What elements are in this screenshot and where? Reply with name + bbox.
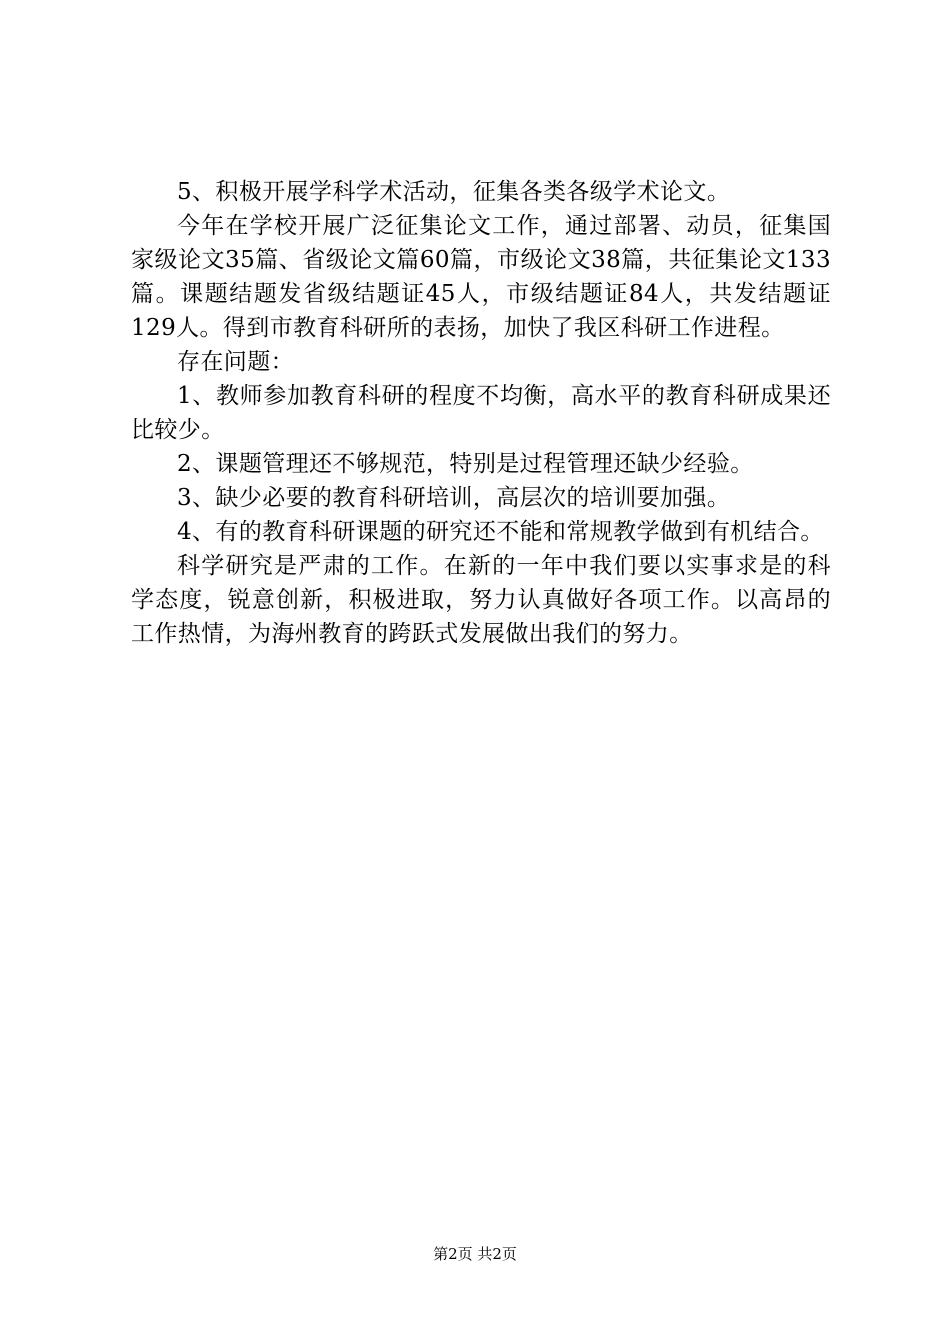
paragraph-activity-heading: 5、积极开展学科学术活动，征集各类各级学术论文。	[177, 179, 731, 205]
paragraph-conclusion: 科学研究是严肃的工作。在新的一年中我们要以实事求是的科学态度，锐意创新，积极进取，努力认真做好各项工作。以高昂的工作热情，为海州教育的跨跃式发展做出我们的努力。	[131, 553, 831, 647]
paragraph-paper-collection: 今年在学校开展广泛征集论文工作，通过部署、动员，征集国家级论文35篇、省级论文篇60篇，市级论文38篇，共征集论文133篇。课题结题发省级结题证45人，市级结题证84人，共发结题证129人。得到市教育科研所的表扬，加快了我区科研工作进程。	[131, 213, 831, 341]
document-body	[131, 175, 831, 651]
paragraph-problem-3: 3、缺少必要的教育科研培训，高层次的培训要加强。	[177, 485, 731, 511]
paragraph-problems-heading: 存在问题：	[177, 349, 294, 375]
paragraph-problem-4: 4、有的教育科研课题的研究还不能和常规教学做到有机结合。	[177, 519, 824, 545]
paragraph-problem-1: 1、教师参加教育科研的程度不均衡，高水平的教育科研成果还比较少。	[131, 383, 831, 443]
paragraph-problem-2: 2、课题管理还不够规范，特别是过程管理还缺少经验。	[177, 451, 754, 477]
page-footer: 第2页 共2页	[433, 1245, 517, 1263]
